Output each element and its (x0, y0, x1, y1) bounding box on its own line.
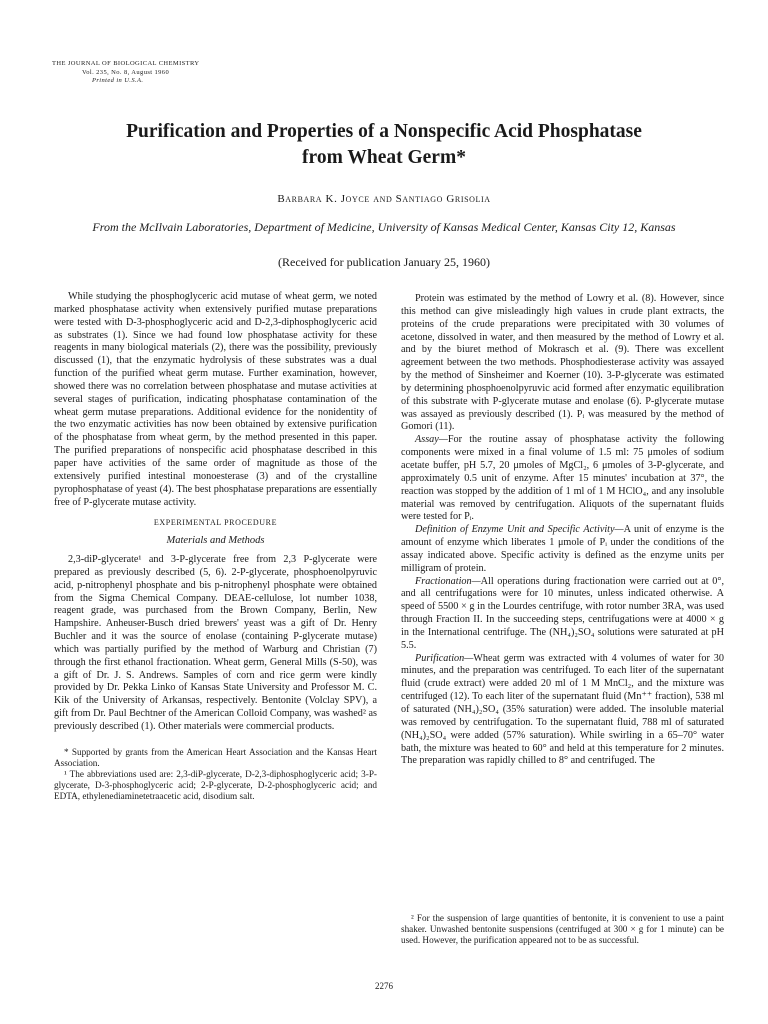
assay-paragraph (401, 434, 724, 524)
section-heading: EXPERIMENTAL PROCEDURE (153, 518, 278, 528)
journal-printed: Printed in U.S.A. (92, 77, 144, 84)
journal-name: THE JOURNAL OF BIOLOGICAL CHEMISTRY (52, 60, 200, 67)
fractionation-paragraph (401, 576, 724, 653)
left-footnotes (54, 747, 377, 802)
assay-text: For the routine assay of phosphatase activity the following components were mixed in a final volume of 1.5 ml: 75 μmoles of sodium acetate buffer, pH 5.7, 20 μmoles of MgCl₂, 6 μmoles of 3-P-glycerate, and approximately 0.5 unit of enzyme. After 15 minutes' incubation at 37°, the reaction was stopped by the addition of 1 ml of 1 M HClO₄, and any insoluble material was removed by centrifugation. Aliquots of the supernatant fluids were tested for Pᵢ. (401, 434, 724, 523)
intro-paragraph: While studying the phosphoglyceric acid mutase of wheat germ, we noted marked phosphatase activity when extensively purified mutase preparations were tested with D-3-phosphoglyceric acid and D-2,3-diphosphoglyceric acid as substrates (1). Since we had found low phosphatase activity for these reagents in many biological materials (2), there was the possibility, previously discussed (1), that the enzymatic hydrolysis of these substrates was a dual function of the purified wheat germ mutase. Further examination, however, showed there was no correlation between phosphatase and mutase activities at several stages of purification, indicating phosphatase contamination of the wheat germ mutase preparations. Additional evidence for the nonidentity of the two enzymatic activities has now been obtained by extensive purification of the phosphatase from wheat germ, by the method presented in this paper. The purified preparations of nonspecific acid phosphatase described in this paper have activities of the same order of magnitude as those of the extensively purified intestinal monoesterase (3) and of the crystalline pyrophosphatase of yeast (4). The best phosphatase preparations are essentially free of P-glycerate mutase activity. (54, 291, 377, 508)
received-date: (Received for publication January 25, 1960) (278, 255, 490, 269)
definition-text: A unit of enzyme is the amount of enzyme which liberates 1 μmole of Pᵢ under the conditions of the assay indicated above. Specific activity is defined as the enzyme units per milligram of protein. (401, 524, 725, 574)
materials-paragraph: 2,3-diP-glycerate¹ and 3-P-glycerate free from 2,3 P-glycerate were prepared as previously described (5, 6). 2-P-glycerate, phosphoenolpyruvic acid, p-nitrophenyl phosphate and bis p-nitrophenyl phosphate were obtained from the Sigma Chemical Company. DEAE-cellulose, lot number 1038, reagent grade, was purchased from the Brown Company, Berlin, New Hampshire. Anheuser-Busch dried brewers' yeast was a gift of Dr. Henry Buchler and it was the source of enolase (containing P-glycerate mutase) which was partially purified by the method of Warburg and Christian (7) through the first ethanol fractionation. Wheat germ, General Mills (S-50), was a gift of Dr. J. S. Andrews. Samples of corn and rice germ were kindly provided by Dr. Pekka Linko of Kansas State University and Professor M. C. Kik of the University of Arkansas, respectively. Bentonite (Volclay SPV), a gift from Dr. Paul Bechtner of the American Colloid Company, was washed² as previously described (1). Other materials were commercial products. (54, 554, 377, 732)
right-footnotes (401, 913, 724, 946)
definition-label: Definition of Enzyme Unit and Specific Activity— (415, 524, 624, 536)
journal-volume: Vol. 235, No. 8, August 1960 (82, 68, 170, 76)
title-line-2: from Wheat Germ* (302, 147, 466, 168)
left-column (54, 291, 377, 802)
affiliation: From the McIlvain Laboratories, Department of Medicine, University of Kansas Medical Center, Kansas City 12, Kansas (92, 220, 676, 234)
fractionation-text: All operations during fractionation were carried out at 0°, and all centrifugations were for 10 minutes, unless indicated otherwise. A speed of 5500 × g in the Lourdes centrifuge, with rotor number 3RA, was used through Fraction II. In the succeeding steps, centrifugations were at 4000 × g in the International centrifuge. The (NH₄)₂SO₄ solutions were saturated at pH 5.5. (401, 575, 724, 651)
protein-paragraph: Protein was estimated by the method of Lowry et al. (8). However, since this method can give misleadingly high values in crude plant extracts, the proteins of the crude preparations were precipitated with 30 volumes of acetone, dissolved in water, and then measured by the method of Lowry et al. and by the biuret method of Mokrasch et al. (9). There was excellent agreement between the two methods. Phosphodiesterase activity was assayed by the method of Sinsheimer and Koerner (10). 3-P-glycerate was estimated by determining phosphoenolpyruvic acid formed after enzymatic equilibration of this substrate with P-glycerate mutase and enolase (6). P-glycerate mutase was assayed as previously described (1). Pᵢ was measured by the method of Gomori (11). (401, 293, 724, 433)
footnote-1: ¹ The abbreviations used are: 2,3-diP-glycerate, D-2,3-diphosphoglyceric acid; 3-P-glycerate, D-3-phosphoglyceric acid; 2-P-glycerate, D-2-phosphoglyceric acid; and EDTA, ethylenediaminetetraacetic acid, disodium salt. (54, 768, 377, 801)
assay-label: Assay— (415, 434, 448, 446)
purification-label: Purification— (415, 652, 474, 664)
page-number: 2276 (375, 981, 393, 991)
footnote-2: ² For the suspension of large quantities of bentonite, it is convenient to use a paint shaker. Unwashed bentonite suspensions (centrifuged at 300 × g for 1 minute) can be used. However, the purification appeared not to be as successful. (401, 913, 724, 945)
purification-text: Wheat germ was extracted with 4 volumes of water for 30 minutes, and the preparation was centrifuged. To each liter of the supernatant fluid (crude extract) were added 20 ml of 1 M MnCl₂, and the mixture was centrifuged (12). To each liter of the supernatant fluid (Mn⁺⁺ fraction), 538 ml of saturated (NH₄)₂SO₄ (35% saturation) were added. The insoluble material was removed by centrifugation. To the supernatant fluid, 788 ml of saturated (NH₄)₂SO₄ were added (57% saturation). While swirling in a 65–70° water bath, the mixture was heated to 60° and held at this temperature for 2 minutes. The preparation was rapidly chilled to 8° and centrifuged. The (401, 652, 724, 767)
right-column (401, 293, 724, 768)
authors: Barbara K. Joyce and Santiago Grisolia (277, 193, 491, 205)
article-title (30, 119, 738, 171)
definition-paragraph (401, 524, 724, 575)
footnote-star: * Supported by grants from the American Heart Association and the Kansas Heart Association. (54, 746, 377, 768)
title-line-1: Purification and Properties of a Nonspecific Acid Phosphatase (126, 121, 642, 142)
journal-header (52, 60, 200, 86)
subsection-heading: Materials and Methods (166, 535, 265, 547)
purification-paragraph (401, 653, 724, 769)
fractionation-label: Fractionation— (415, 575, 481, 587)
